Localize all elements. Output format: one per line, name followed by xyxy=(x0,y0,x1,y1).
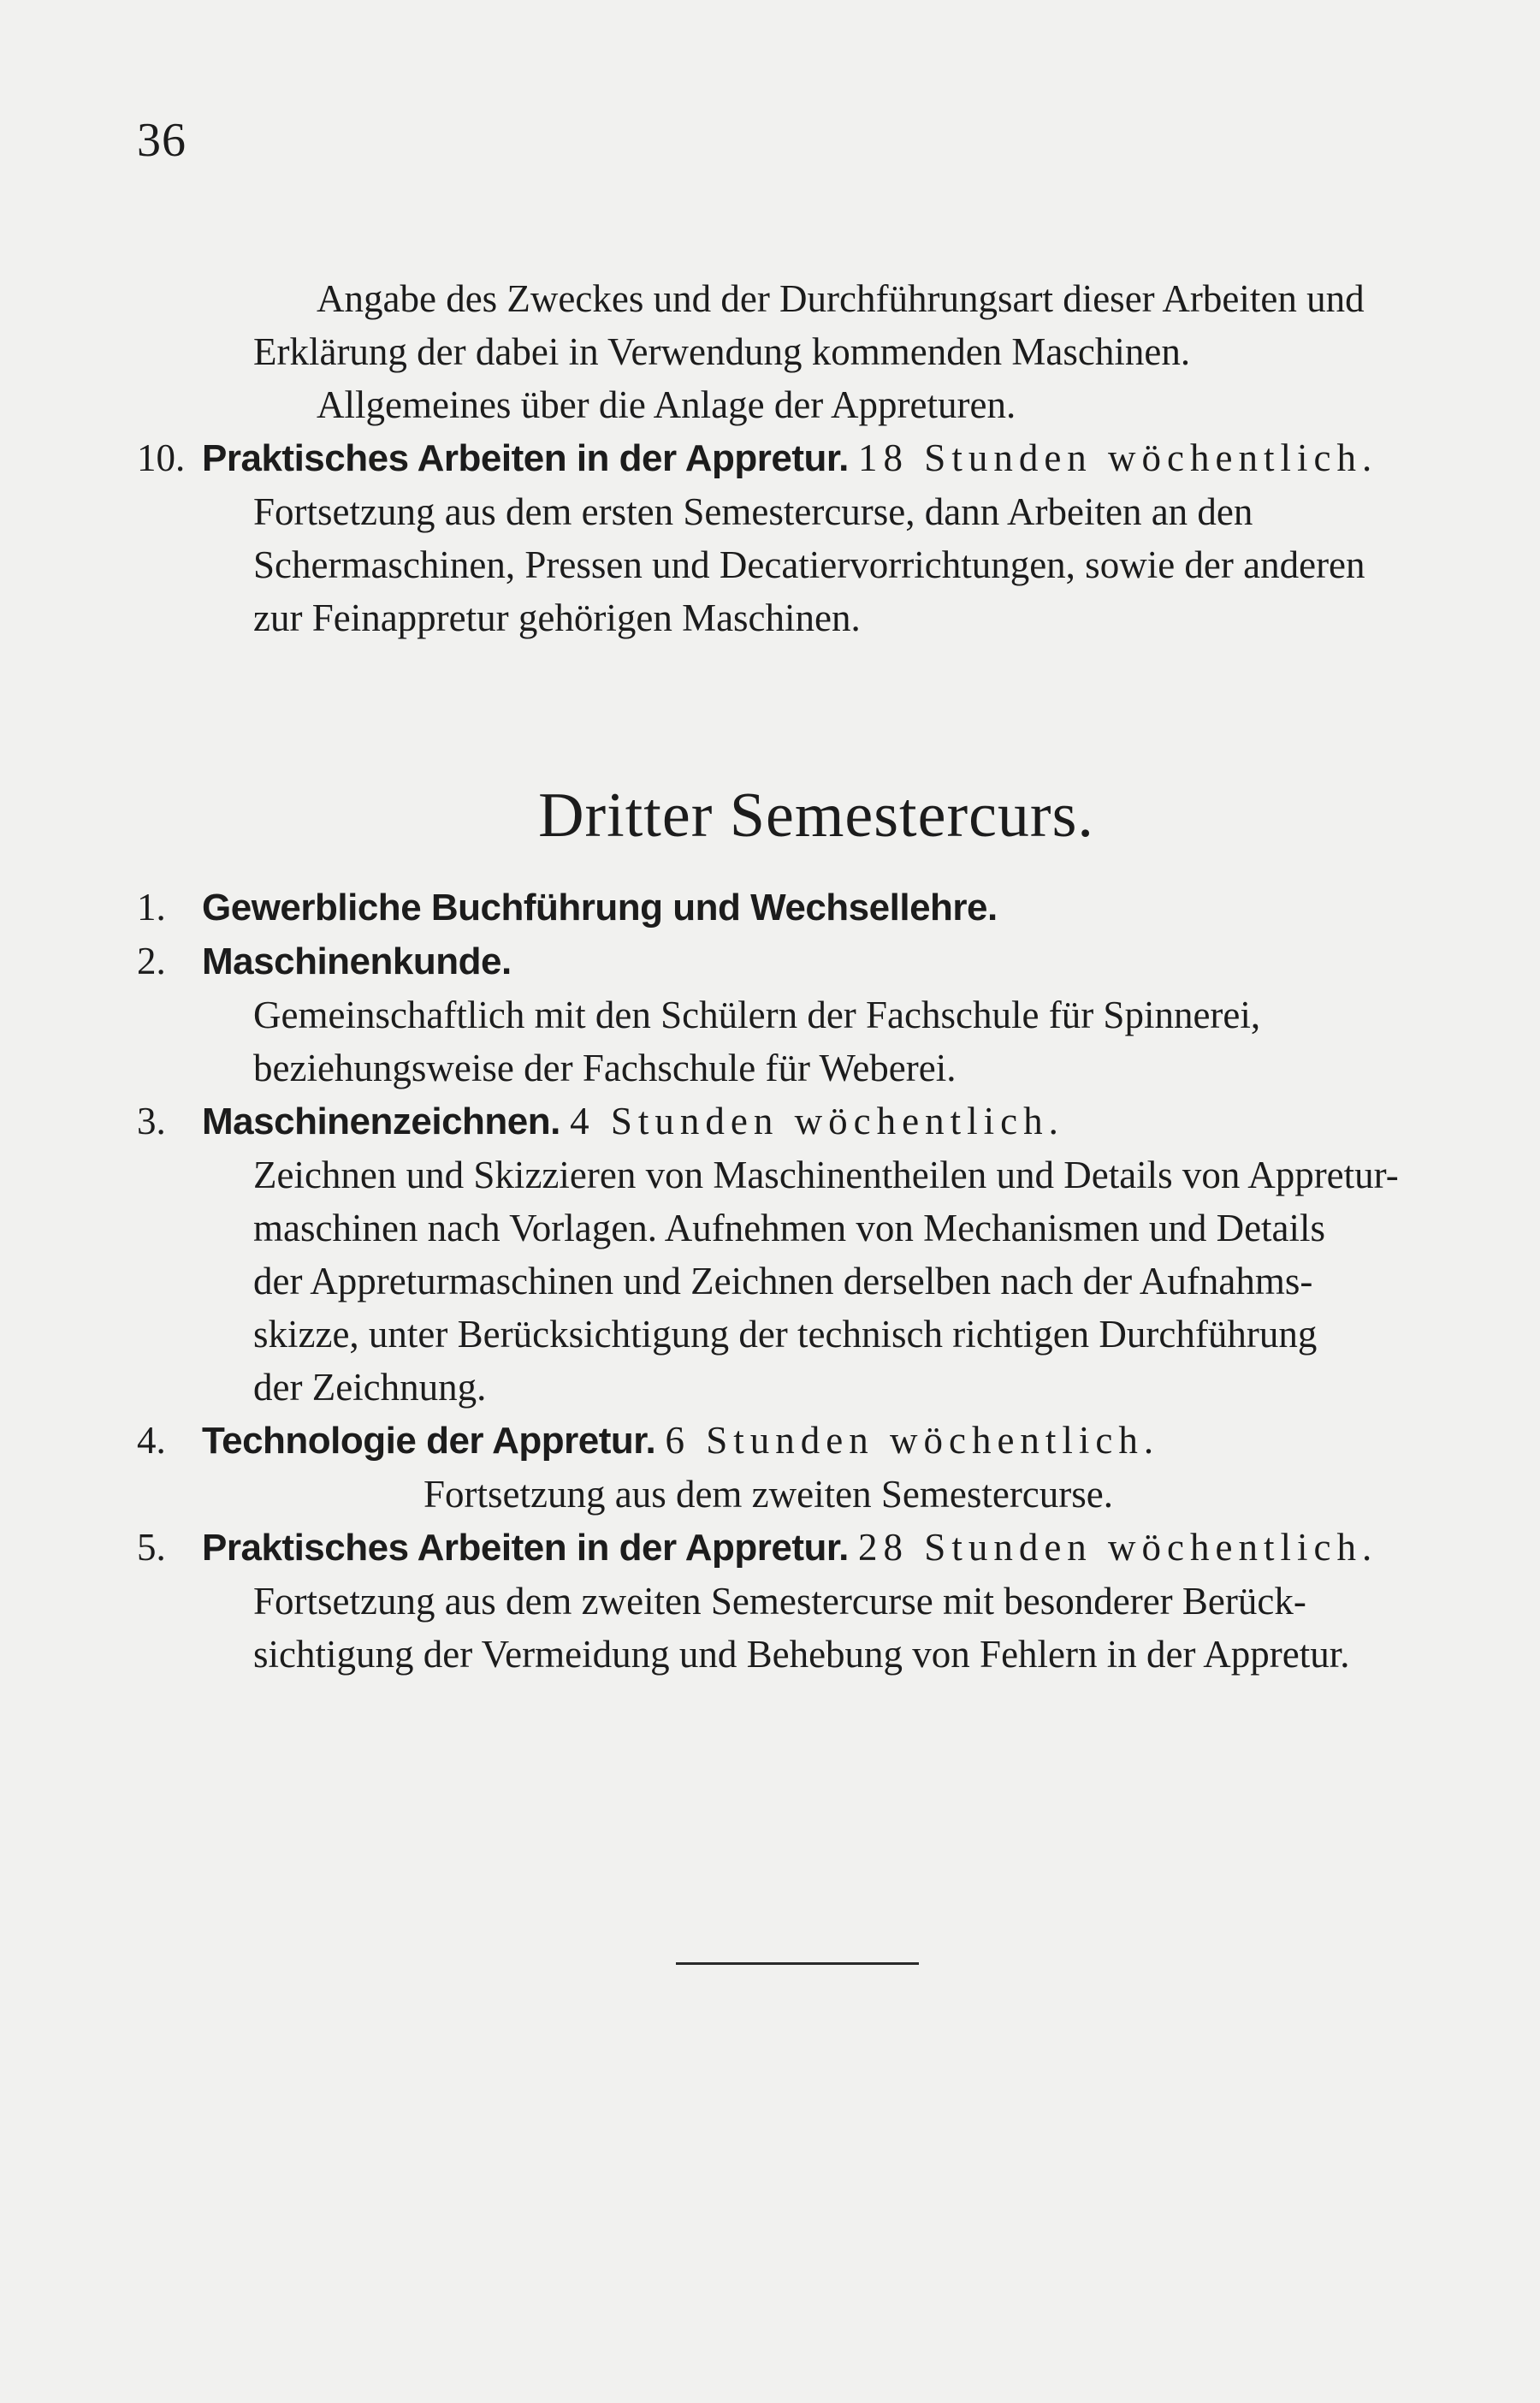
item-body-text: Fortsetzung aus dem zweiten Semestercurse mit besonderer Berück- xyxy=(253,1580,1306,1623)
item-5-body-line xyxy=(137,1628,1480,1681)
page-number: 36 xyxy=(137,114,187,167)
item-body-text: Fortsetzung aus dem ersten Semestercurse, dann Arbeiten an den xyxy=(253,490,1253,533)
item-1-heading xyxy=(137,881,1480,934)
item-title: Maschinenkunde. xyxy=(202,940,512,982)
item-10-heading xyxy=(137,431,1480,485)
item-hours: 4 Stunden wöchentlich. xyxy=(570,1100,1064,1142)
item-title: Praktisches Arbeiten in der Appretur. xyxy=(202,437,849,479)
item-2-body-line xyxy=(137,988,1480,1041)
item-2-body-line xyxy=(137,1041,1480,1095)
item-number: 10. xyxy=(137,436,186,479)
item-number: 2. xyxy=(137,940,166,982)
item-hours: 28 Stunden wöchentlich. xyxy=(858,1526,1378,1569)
item-body-text: sichtigung der Vermeidung und Behebung von Fehlern in der Appretur. xyxy=(253,1633,1350,1676)
item-title: Gewerbliche Buchführung und Wechsellehre. xyxy=(202,887,998,929)
item-10-body-line xyxy=(137,538,1480,591)
item-number: 5. xyxy=(137,1526,166,1569)
intro-line-2 xyxy=(137,325,1480,378)
section-heading: Dritter Semestercurs. xyxy=(538,780,1094,851)
item-number: 3. xyxy=(137,1100,166,1142)
intro-line-1 xyxy=(137,272,1480,325)
item-5-body-line xyxy=(137,1575,1480,1628)
intro-text: Angabe des Zweckes und der Durchführungsart dieser Arbeiten und xyxy=(317,277,1365,320)
item-title: Technologie der Appretur. xyxy=(202,1420,656,1462)
item-3-body-line xyxy=(137,1255,1480,1308)
item-4-body-line xyxy=(137,1468,1480,1521)
item-hours: 6 Stunden wöchentlich. xyxy=(665,1419,1160,1462)
item-3-body-line xyxy=(137,1148,1480,1202)
item-body-text: Fortsetzung aus dem zweiten Semestercurse. xyxy=(424,1473,1114,1516)
item-5-heading xyxy=(137,1521,1480,1575)
page-content xyxy=(137,272,1480,1681)
item-4-heading xyxy=(137,1414,1480,1468)
item-body-text: beziehungsweise der Fachschule für Weberei. xyxy=(253,1047,957,1089)
intro-line-3 xyxy=(137,378,1480,431)
item-hours: 18 Stunden wöchentlich. xyxy=(858,436,1378,479)
item-body-text: Schermaschinen, Pressen und Decatiervorrichtungen, sowie der anderen xyxy=(253,543,1365,586)
item-3-body-line xyxy=(137,1308,1480,1361)
item-3-body-line xyxy=(137,1202,1480,1255)
item-number: 1. xyxy=(137,886,166,929)
closing-rule xyxy=(676,1962,919,1965)
item-body-text: zur Feinappretur gehörigen Maschinen. xyxy=(253,596,861,639)
item-2-heading xyxy=(137,934,1480,988)
item-body-text: Gemeinschaftlich mit den Schülern der Fachschule für Spinnerei, xyxy=(253,994,1261,1036)
item-body-text: der Zeichnung. xyxy=(253,1366,487,1409)
item-body-text: Zeichnen und Skizzieren von Maschinentheilen und Details von Appretur- xyxy=(253,1154,1399,1196)
intro-text: Allgemeines über die Anlage der Appreturen. xyxy=(317,383,1016,426)
item-title: Maschinenzeichnen. xyxy=(202,1101,560,1142)
intro-text: Erklärung der dabei in Verwendung kommenden Maschinen. xyxy=(253,330,1191,373)
item-3-body-line xyxy=(137,1361,1480,1414)
item-title: Praktisches Arbeiten in der Appretur. xyxy=(202,1527,849,1569)
item-number: 4. xyxy=(137,1419,166,1462)
item-body-text: skizze, unter Berücksichtigung der technisch richtigen Durchführung xyxy=(253,1313,1318,1356)
item-3-heading xyxy=(137,1095,1480,1148)
item-body-text: der Appreturmaschinen und Zeichnen derselben nach der Aufnahms- xyxy=(253,1260,1313,1302)
item-10-body-line xyxy=(137,485,1480,538)
item-10-body-line xyxy=(137,591,1480,644)
item-body-text: maschinen nach Vorlagen. Aufnehmen von Mechanismen und Details xyxy=(253,1207,1326,1249)
